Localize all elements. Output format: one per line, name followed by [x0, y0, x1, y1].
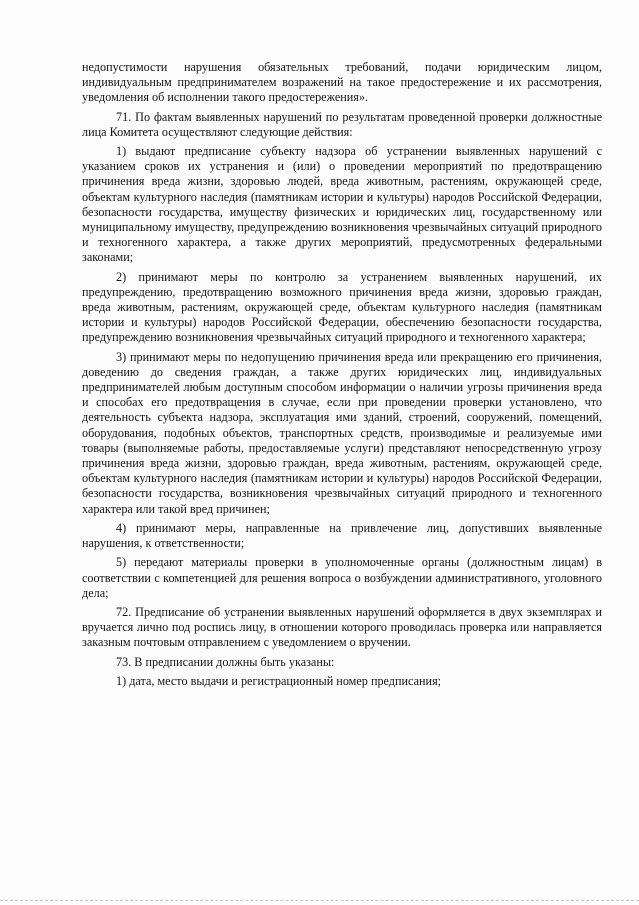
paragraph-71-item-1: 1) выдают предписание субъекту надзора об устранении выявленных нарушений с указанием сроков их устранения и (или) о проведении мероприятий по предотвращению причинения вреда жизни, здоровью людей, вреда животным, растениям, окружающей среде, объектам культурного наследия (памятникам истории и культуры) народов Российской Федерации, безопасности государства, имуществу физических и юридических лиц, государственному или муниципальному имуществу, предупреждению возникновения чрезвычайных ситуаций природного и техногенного характера, а также других мероприятий, предусмотренных федеральными законами; — [82, 144, 602, 265]
paragraph-71-item-3: 3) принимают меры по недопущению причинения вреда или прекращению его причинения, доведению до сведения граждан, а также других юридических лиц, индивидуальных предпринимателей любым доступным способом информации о наличии угрозы причинения вреда и способах его предотвращения в случае, если при проведении проверки установлено, что деятельность субъекта надзора, эксплуатация ими зданий, строений, сооружений, помещений, оборудования, подобных объектов, транспортных средств, производимые и реализуемые ими товары (выполняемые работы, предоставляемые услуги) представляют непосредственную угрозу причинения вреда жизни, здоровью граждан, вреда животным, растениям, окружающей среде, объектам культурного наследия (памятникам истории и культуры) народов Российской Федерации, безопасности государства, возникновения чрезвычайных ситуаций природного и техногенного характера или такой вред причинен; — [82, 349, 602, 516]
paragraph-71-item-5: 5) передают материалы проверки в уполномоченные органы (должностным лицам) в соответствии с компетенцией для решения вопроса о возбуждении административного, уголовного дела; — [82, 555, 602, 600]
paragraph-continuation: недопустимости нарушения обязательных требований, подачи юридическим лицом, индивидуальным предпринимателем возражений на такое предостережение и их рассмотрения, уведомления об исполнении такого предостережения». — [82, 60, 602, 105]
paragraph-72: 72. Предписание об устранении выявленных нарушений оформляется в двух экземплярах и вручается лично под роспись лицу, в отношении которого проводилась проверка или направляется заказным почтовым отправлением с уведомлением о вручении. — [82, 604, 602, 650]
paragraph-71-item-2: 2) принимают меры по контролю за устранением выявленных нарушений, их предупреждению, предотвращению возможного причинения вреда жизни, здоровью граждан, вреда животным, растениям, окружающей среде, объектам культурного наследия (памятникам истории и культуры) народов Российской Федерации, обеспечению безопасности государства, предупреждению возникновения чрезвычайных ситуаций природного и техногенного характера; — [82, 269, 602, 345]
paragraph-73: 73. В предписании должны быть указаны: — [116, 654, 335, 669]
page-bottom-edge — [0, 900, 639, 903]
paragraph-71-item-4: 4) принимают меры, направленные на привлечение лиц, допустивших выявленные нарушения, к ответственности; — [82, 520, 602, 551]
paragraph-73-item-1: 1) дата, место выдачи и регистрационный номер предписания; — [116, 673, 442, 688]
paragraph-71: 71. По фактам выявленных нарушений по результатам проведенной проверки должностные лица Комитета осуществляют следующие действия: — [82, 109, 602, 139]
document-body — [82, 60, 602, 693]
